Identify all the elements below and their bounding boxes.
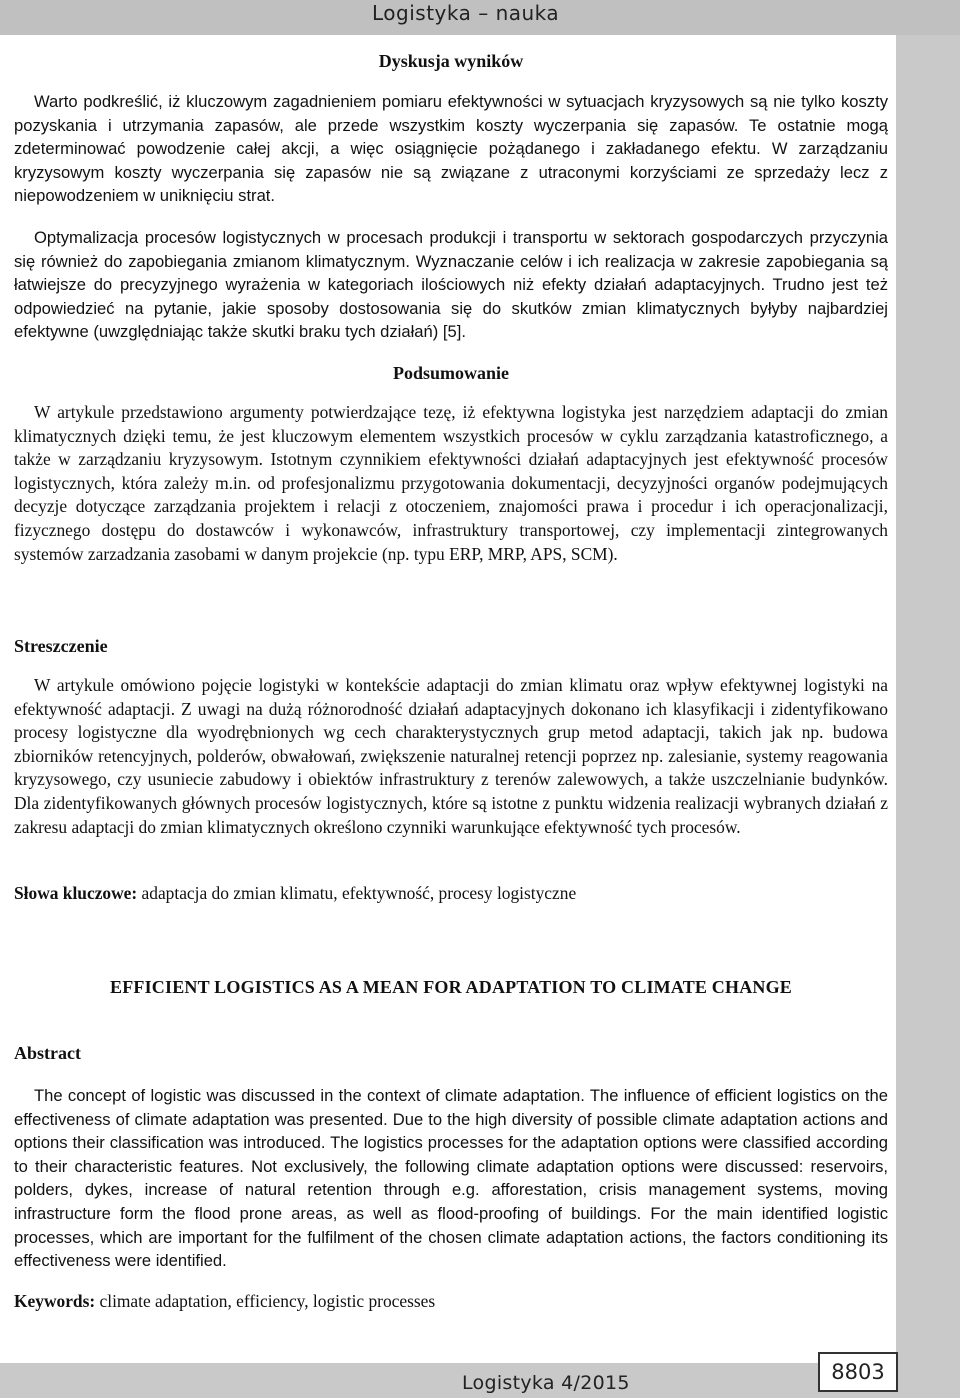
keywords-en-value: climate adaptation, efficiency, logistic processes (99, 1291, 436, 1311)
page-number-box (818, 1352, 898, 1392)
keywords-pl (14, 883, 888, 904)
abstract-en-body (14, 1084, 888, 1273)
abstract-pl-paragraph: W artykule omówiono pojęcie logistyki w kontekście adaptacji do zmian klimatu oraz wpływ efektywnej logistyki na efektywność adaptacji. Z uwagi na dużą różnorodność działań adaptacyjnych dokonano ich klasyfikacji i zidentyfikowano procesy logistyczne dla wyodrębnionych wg cech charakterystycznych grup metod adaptacji, takich jak np. budowa zbiorników retencyjnych, polderów, obwałowań, zwiększenie naturalnej retencji poprzez np. zalesianie, systemy reagowania kryzysowego, czy usuniecie zabudowy i obiektów infrastruktury z terenów zalewowych, a także uszczelnianie budynków. Dla zidentyfikowanych głównych procesów logistycznych, które są istotne z punktu widzenia realizacji wybranych działań z zakresu adaptacji do zmian klimatycznych określono czynniki warunkujące efektywność tych procesów. (14, 675, 888, 837)
discussion-body (14, 90, 888, 208)
abstract-pl-section (14, 636, 888, 657)
footer-journal-issue: Logistyka 4/2015 (462, 1372, 630, 1394)
discussion-heading: Dyskusja wyników (378, 51, 524, 71)
page-number: 8803 (831, 1360, 885, 1384)
keywords-pl-value: adaptacja do zmian klimatu, efektywność, procesy logistyczne (141, 883, 577, 903)
english-title: EFFICIENT LOGISTICS AS A MEAN FOR ADAPTATION TO CLIMATE CHANGE (109, 977, 793, 997)
keywords-pl-label: Słowa kluczowe: (14, 883, 138, 903)
keywords-en-label: Keywords: (14, 1291, 96, 1311)
summary-body (14, 401, 888, 566)
english-title-block (14, 977, 888, 998)
abstract-pl-body (14, 674, 888, 839)
header-bar (0, 0, 960, 35)
abstract-en-paragraph: The concept of logistic was discussed in the context of climate adaptation. The influence of efficient logistics on the effectiveness of climate adaptation was presented. Due to the high diversity of possible climate adaptation actions and options their classification was introduced. The logistics processes for the adaptation options were classified according to their characteristic features. Not exclusively, the following climate adaptation options were discussed: reservoirs, polders, dykes, increase of natural retention through e.g. afforestation, crisis management systems, moving infrastructure form the flood prone areas, as well as flood-proofing of buildings. For the main identified logistic processes, which are important for the fulfilment of the chosen climate adaptation actions, the factors conditioning its effectiveness were identified. (14, 1086, 888, 1271)
discussion-paragraph-1: Warto podkreślić, iż kluczowym zagadnieniem pomiaru efektywności w sytuacjach kryzysowych są nie tylko koszty pozyskania i utrzymania zapasów, ale przede wszystkim koszty wyczerpania się zapasów. Te ostatnie mogą zdeterminować powodzenie całej akcji, a więc osiągnięcie pożądanego i zakładanego efektu. W zarządzaniu kryzysowym koszty wyczerpania się zapasów nie są związane z utraconymi korzyściami ze sprzedaży lecz z niepowodzeniem w uniknięciu strat. (14, 92, 888, 206)
abstract-en-heading: Abstract (14, 1043, 81, 1063)
summary-paragraph: W artykule przedstawiono argumenty potwierdzające tezę, iż efektywna logistyka jest narzędziem adaptacji do zmian klimatycznych dzięki temu, że jest kluczowym elementem wszystkich procesów w cyklu zarządzania katastroficznego, a także w zarządzaniu kryzysowym. Istotnym czynnikiem efektywności działań adaptacyjnych jest efektywność procesów logistycznych, która zależy m.in. od profesjonalizmu przygotowania dokumentacji, decyzyjności organów podejmujących decyzje dotyczące zarządzania projektem i relacji z otoczeniem, znajomości prawa i procedur i ich operacjonalizacji, fizycznego dostępu do dostawców i wykonawców, infrastruktury transportowej, czy implementacji zintegrowanych systemów zarzadzania zasobami w danym projekcie (np. typu ERP, MRP, APS, SCM). (14, 402, 888, 564)
keywords-en (14, 1291, 888, 1312)
abstract-en-section (14, 1043, 888, 1064)
discussion-paragraph-2: Optymalizacja procesów logistycznych w procesach produkcji i transportu w sektorach gospodarczych przyczynia się również do zapobiegania zmianom klimatycznym. Wyznaczanie celów i ich realizacja w zakresie zapobiegania są łatwiejsze do precyzyjnego wyrażenia w kategoriach ilościowych niż efekty działań adaptacyjnych. Trudno jest też odpowiedzieć na pytanie, jakie sposoby dostosowania się do skutków zmian klimatycznych byłyby najbardziej efektywne (uwzględniając także skutki braku tych działań) [5]. (14, 228, 888, 342)
summary-section (14, 363, 888, 384)
abstract-pl-heading: Streszczenie (14, 636, 108, 656)
page-sheet (0, 35, 896, 1363)
discussion-section (14, 51, 888, 72)
discussion-body-2 (14, 226, 888, 344)
summary-heading: Podsumowanie (392, 363, 509, 383)
journal-section-title: Logistyka – nauka (372, 1, 560, 25)
